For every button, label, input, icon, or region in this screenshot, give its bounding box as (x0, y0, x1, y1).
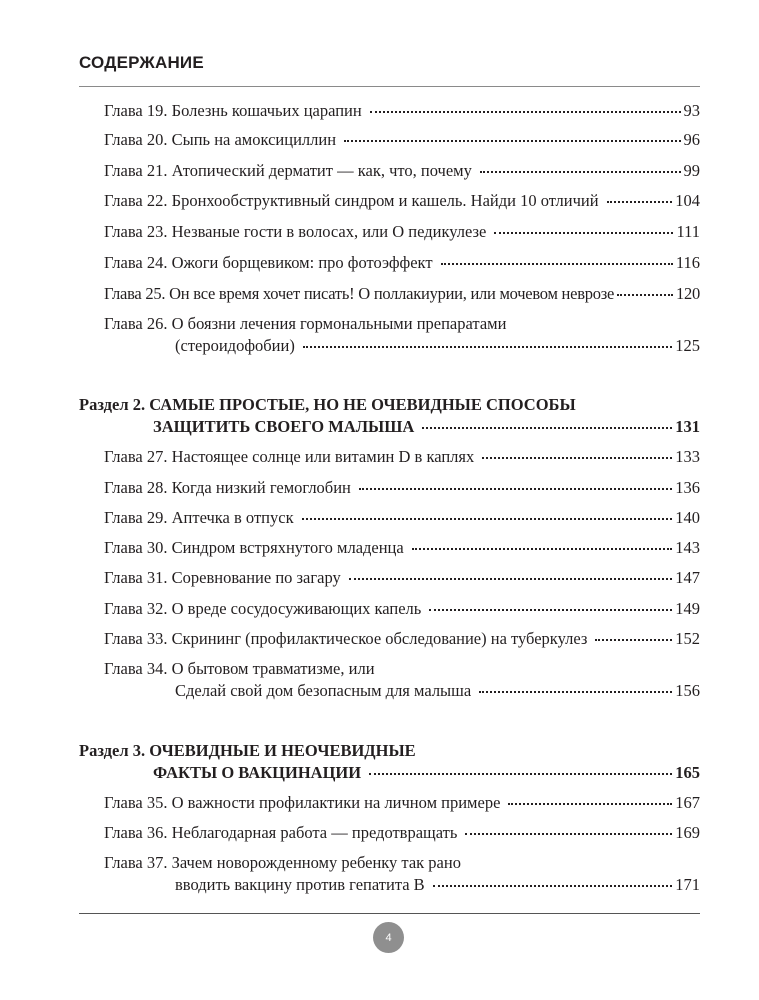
toc-entry-label: Глава 36. Неблагодарная работа — предотвращать (104, 823, 458, 842)
toc-entry-ch33[interactable] (104, 629, 700, 653)
toc-entry-ch23[interactable] (104, 222, 700, 246)
toc-entry-label: Сделай свой дом безопасным для малыша (175, 681, 472, 700)
toc-entry-page: 131 (675, 417, 700, 436)
header-divider (79, 86, 700, 87)
toc-entry-ch28[interactable] (104, 478, 700, 502)
footer-divider (79, 913, 700, 914)
dot-leader (465, 833, 672, 835)
toc-entry-page: 120 (676, 284, 700, 303)
toc-entry-page: 169 (675, 823, 700, 842)
toc-entry-page: 171 (675, 875, 700, 894)
dot-leader (369, 773, 672, 775)
dot-leader (595, 639, 672, 641)
page-number-badge: 4 (373, 922, 404, 953)
toc-entry-ch36[interactable] (104, 823, 700, 847)
dot-leader (617, 294, 673, 296)
dot-leader (344, 140, 680, 142)
toc-entry-ch34-line1[interactable]: Глава 34. О бытовом травматизме, или (104, 659, 375, 678)
section-heading-2[interactable]: Раздел 2. САМЫЕ ПРОСТЫЕ, НО НЕ ОЧЕВИДНЫЕ СПОСОБЫ (79, 395, 576, 414)
toc-entry-page: 140 (675, 508, 700, 527)
toc-entry-ch34[interactable] (175, 681, 700, 705)
toc-entry-label: Глава 21. Атопический дерматит — как, что, почему (104, 161, 472, 180)
toc-entry-label: Глава 20. Сыпь на амоксициллин (104, 130, 337, 149)
toc-entry-ch37[interactable] (175, 875, 700, 899)
toc-entry-ch19[interactable] (104, 101, 700, 125)
toc-entry-ch32[interactable] (104, 599, 700, 623)
section-heading-3[interactable]: Раздел 3. ОЧЕВИДНЫЕ И НЕОЧЕВИДНЫЕ (79, 741, 416, 760)
toc-entry-label: ФАКТЫ О ВАКЦИНАЦИИ (153, 763, 362, 782)
toc-entry-page: 93 (683, 101, 700, 120)
dot-leader (482, 457, 672, 459)
toc-entry-label: Глава 28. Когда низкий гемоглобин (104, 478, 351, 497)
dot-leader (303, 346, 672, 348)
toc-entry-label: Глава 32. О вреде сосудосуживающих капель (104, 599, 422, 618)
toc-entry-page: 104 (675, 191, 700, 210)
toc-entry-label: Глава 35. О важности профилактики на личном примере (104, 793, 501, 812)
toc-entry-page: 152 (675, 629, 700, 648)
toc-entry-label: вводить вакцину против гепатита В (175, 875, 425, 894)
toc-entry-label: Глава 24. Ожоги борщевиком: про фотоэффект (104, 253, 433, 272)
toc-entry-page: 165 (675, 763, 700, 782)
toc-entry-ch22[interactable] (104, 191, 700, 215)
dot-leader (370, 111, 681, 113)
toc-entry-ch24[interactable] (104, 253, 700, 277)
toc-entry-label: Глава 33. Скрининг (профилактическое обследование) на туберкулез (104, 629, 588, 648)
toc-entry-label: ЗАЩИТИТЬ СВОЕГО МАЛЫША (153, 417, 415, 436)
toc-entry-label: Глава 22. Бронхообструктивный синдром и кашель. Найди 10 отличий (104, 191, 599, 210)
toc-entry-ch30[interactable] (104, 538, 700, 562)
toc-entry-sec3[interactable] (153, 763, 700, 787)
toc-entry-ch35[interactable] (104, 793, 700, 817)
toc-entry-page: 96 (683, 130, 700, 149)
toc-entry-ch27[interactable] (104, 447, 700, 471)
toc-entry-label: Глава 29. Аптечка в отпуск (104, 508, 294, 527)
toc-entry-page: 133 (675, 447, 700, 466)
dot-leader (479, 691, 672, 693)
toc-entry-ch31[interactable] (104, 568, 700, 592)
toc-entry-ch25[interactable] (104, 284, 700, 308)
toc-entry-page: 143 (675, 538, 700, 557)
dot-leader (480, 171, 681, 173)
dot-leader (508, 803, 672, 805)
toc-entry-ch29[interactable] (104, 508, 700, 532)
toc-entry-label: Глава 23. Незваные гости в волосах, или О педикулезе (104, 222, 487, 241)
toc-entry-label: Глава 27. Настоящее солнце или витамин D в каплях (104, 447, 475, 466)
toc-entry-label: Глава 19. Болезнь кошачьих царапин (104, 101, 362, 120)
page-title: СОДЕРЖАНИЕ (79, 53, 204, 72)
dot-leader (494, 232, 673, 234)
toc-entry-ch37-line1[interactable]: Глава 37. Зачем новорожденному ребенку так рано (104, 853, 461, 872)
toc-entry-label: Глава 31. Соревнование по загару (104, 568, 341, 587)
dot-leader (607, 201, 673, 203)
toc-entry-label: Глава 30. Синдром встряхнутого младенца (104, 538, 404, 557)
dot-leader (412, 548, 673, 550)
toc-entry-label: Глава 25. Он все время хочет писать! О поллакиурии, или мочевом неврозе (104, 284, 615, 303)
toc-entry-page: 149 (675, 599, 700, 618)
toc-entry-ch20[interactable] (104, 130, 700, 154)
toc-entry-page: 147 (675, 568, 700, 587)
toc-entry-page: 167 (675, 793, 700, 812)
toc-entry-page: 99 (683, 161, 700, 180)
toc-entry-page: 111 (676, 222, 700, 241)
dot-leader (302, 518, 673, 520)
dot-leader (349, 578, 672, 580)
toc-entry-ch21[interactable] (104, 161, 700, 185)
dot-leader (441, 263, 673, 265)
toc-entry-page: 156 (675, 681, 700, 700)
dot-leader (429, 609, 672, 611)
toc-entry-page: 136 (675, 478, 700, 497)
toc-entry-label: (стероидофобии) (175, 336, 295, 355)
toc-entry-sec2[interactable] (153, 417, 700, 441)
dot-leader (359, 488, 672, 490)
toc-entry-page: 116 (675, 253, 700, 272)
dot-leader (433, 885, 673, 887)
toc-entry-ch26-line1[interactable]: Глава 26. О боязни лечения гормональными препаратами (104, 314, 507, 333)
toc-entry-page: 125 (675, 336, 700, 355)
toc-entry-ch26[interactable] (175, 336, 700, 360)
dot-leader (422, 427, 672, 429)
